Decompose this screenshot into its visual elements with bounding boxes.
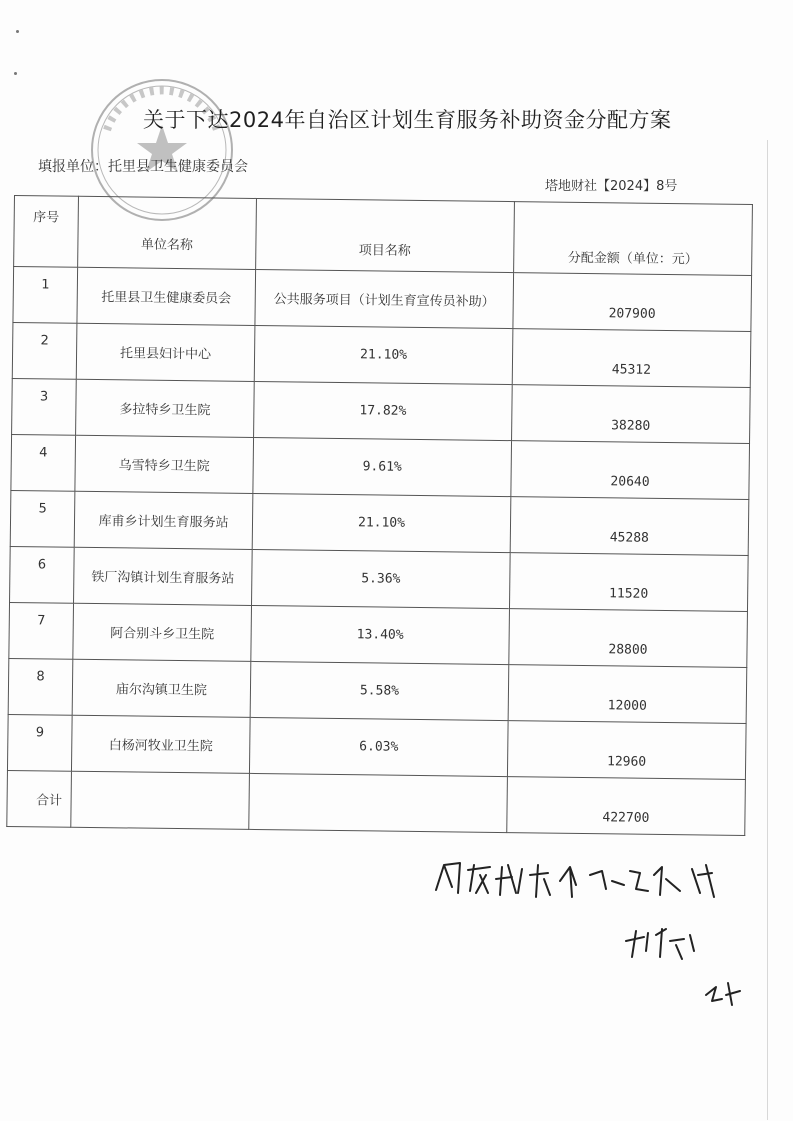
- row-unit: 托里县妇计中心: [119, 346, 212, 363]
- header-amount: 分配金额（单位：元）: [514, 202, 753, 276]
- row-project: 21.10%: [359, 347, 408, 363]
- row-amount: 45288: [609, 530, 650, 546]
- row-index: 1: [41, 277, 50, 293]
- row-index: 5: [38, 501, 47, 517]
- header-unit-name: 单位名称: [78, 196, 257, 269]
- header-project-name: 项目名称: [256, 198, 515, 272]
- row-project: 17.82%: [359, 403, 407, 419]
- row-unit: 多拉特乡卫生院: [119, 402, 211, 419]
- row-amount: 45312: [611, 362, 652, 378]
- row-index: 4: [39, 445, 48, 461]
- table-header-row: [14, 196, 753, 276]
- scan-speck: [16, 30, 19, 33]
- total-label: 合计: [35, 793, 63, 809]
- row-project: 21.10%: [357, 515, 406, 531]
- filing-unit: 填报单位：托里县卫生健康委员会: [38, 159, 248, 175]
- row-unit: 铁厂沟镇计划生育服务站: [91, 569, 235, 587]
- row-index: 7: [37, 613, 46, 629]
- table-row: [8, 658, 747, 723]
- table-row: [7, 714, 746, 779]
- row-amount: 38280: [611, 418, 651, 434]
- document-number: 塔地财社【2024】8号: [545, 179, 678, 194]
- row-unit: 白杨河牧业卫生院: [108, 738, 213, 755]
- table-row: [12, 378, 751, 443]
- scan-edge: [767, 140, 768, 1120]
- scan-speck: [14, 72, 17, 75]
- row-unit: 庙尔沟镇卫生院: [115, 682, 208, 699]
- row-amount: 20640: [610, 474, 650, 490]
- row-unit: 库甫乡计划生育服务站: [98, 514, 229, 531]
- row-project: 5.36%: [361, 571, 401, 587]
- row-project: 6.03%: [359, 739, 399, 755]
- row-amount: 28800: [608, 642, 648, 658]
- row-index: 9: [35, 725, 45, 741]
- row-amount: 207900: [608, 306, 656, 322]
- table-row: [10, 490, 749, 555]
- row-index: 2: [40, 333, 49, 349]
- row-index: 6: [37, 557, 47, 573]
- row-unit: 阿合别斗乡卫生院: [110, 626, 215, 643]
- row-project: 9.61%: [362, 459, 402, 475]
- header-index: 序号: [14, 196, 79, 268]
- row-unit: 乌雪特乡卫生院: [118, 458, 210, 475]
- row-project: 公共服务项目（计划生育宣传员补助）: [273, 292, 495, 310]
- table-row: [10, 546, 749, 611]
- total-amount: 422700: [602, 810, 650, 826]
- row-index: 8: [36, 669, 45, 685]
- row-amount: 12960: [606, 754, 647, 770]
- document-title: 关于下达2024年自治区计划生育服务补助资金分配方案: [143, 108, 672, 132]
- table-total-row: [7, 770, 746, 835]
- table-row: [12, 322, 751, 387]
- table-row: [11, 434, 750, 499]
- handwritten-signature: [430, 845, 760, 1025]
- row-amount: 12000: [607, 698, 647, 714]
- row-index: 3: [39, 389, 49, 405]
- row-project: 5.58%: [359, 683, 400, 699]
- allocation-table: [6, 195, 753, 836]
- row-project: 13.40%: [356, 627, 404, 643]
- table-row: [13, 267, 752, 332]
- row-unit: 托里县卫生健康委员会: [101, 290, 232, 307]
- row-amount: 11520: [609, 586, 649, 602]
- table-row: [9, 602, 748, 667]
